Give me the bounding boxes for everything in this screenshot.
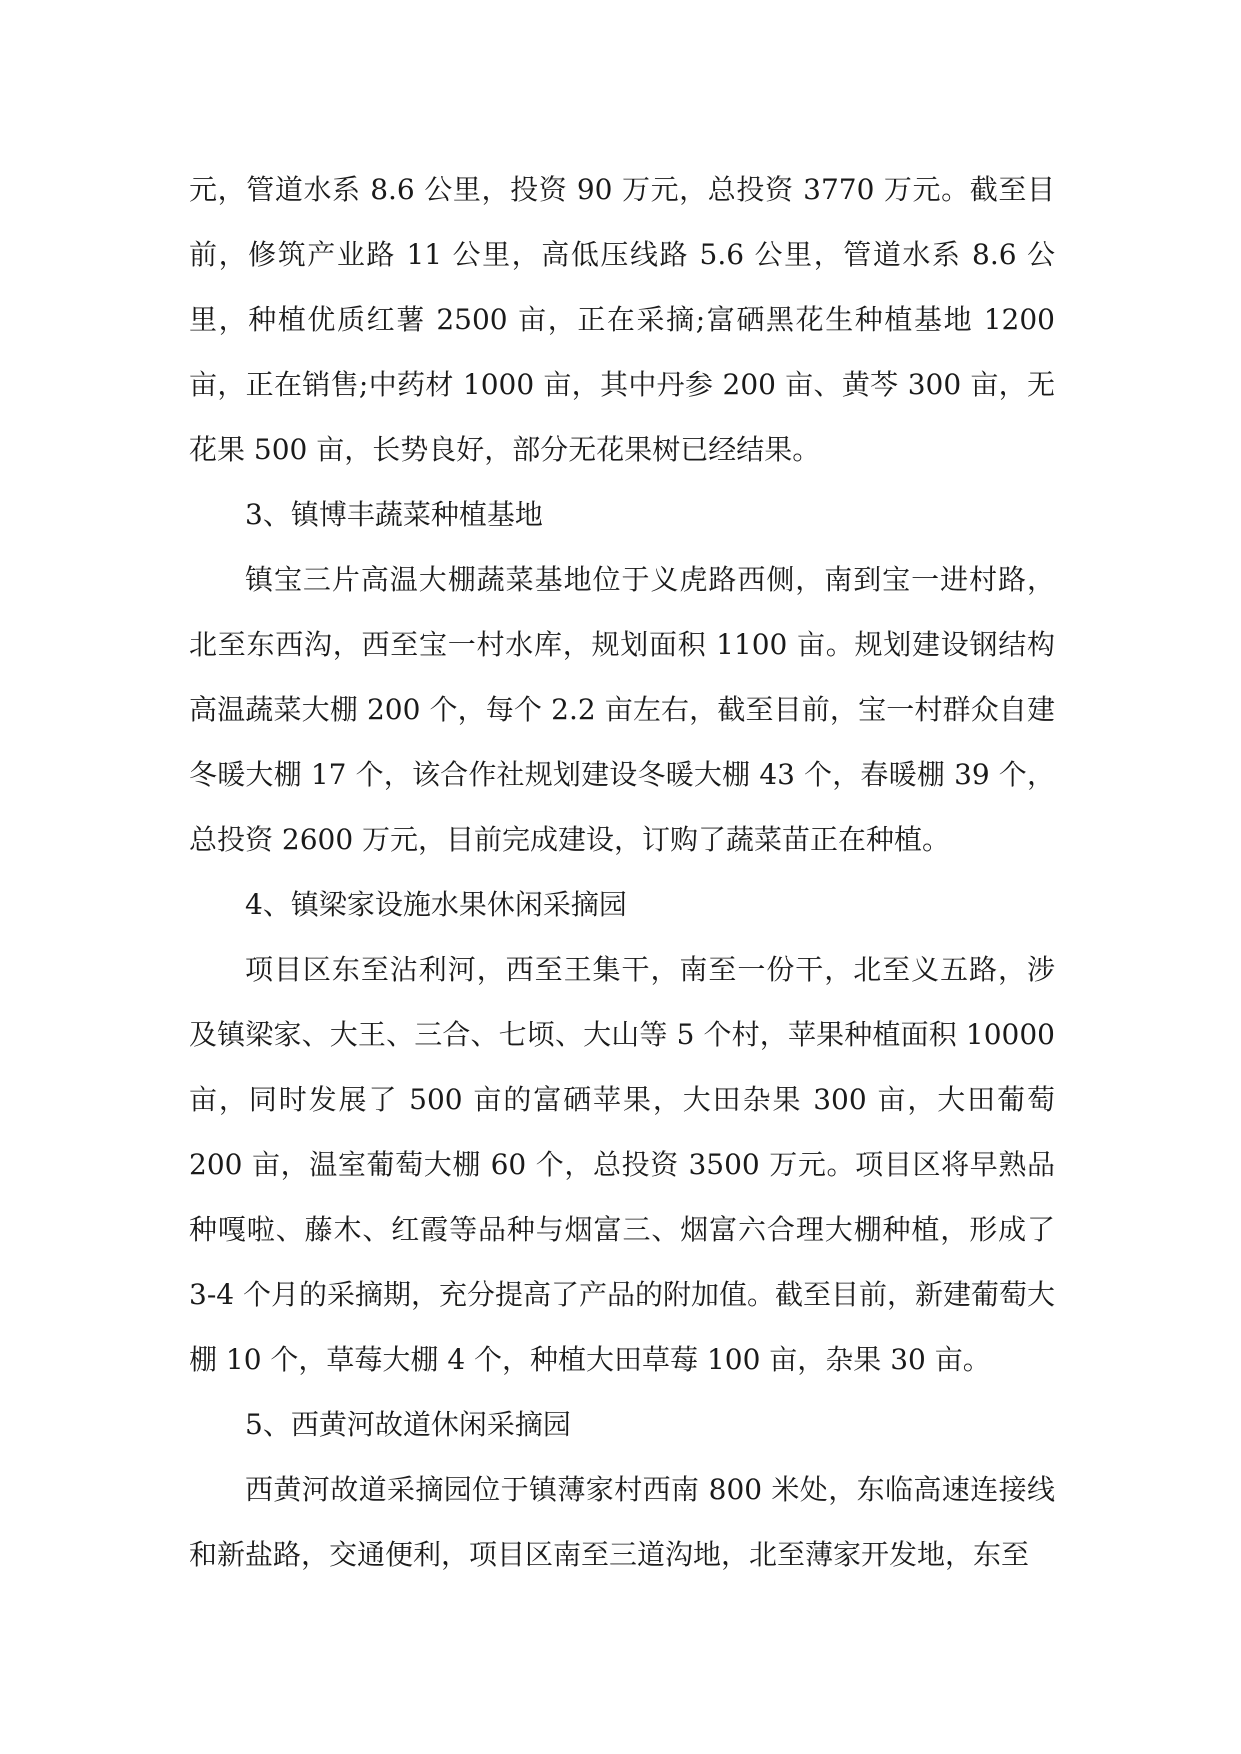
section-heading-4: 4、镇梁家设施水果休闲采摘园 [245, 888, 627, 921]
document-body [189, 157, 1055, 1587]
paragraph-continued: 元，管道水系 8.6 公里，投资 90 万元，总投资 3770 万元。截至目前，修筑产业路 11 公里，高低压线路 5.6 公里，管道水系 8.6 公里，种植优质红薯 2500 亩，正在采摘;富硒黑花生种植基地 1200 亩，正在销售;中药材 1000 亩，其中丹参 200 亩、黄芩 300 亩，无花果 500 亩，长势良好，部分无花果树已经结果。 [189, 173, 1055, 466]
paragraph-section-3: 镇宝三片高温大棚蔬菜基地位于义虎路西侧，南到宝一进村路，北至东西沟，西至宝一村水库，规划面积 1100 亩。规划建设钢结构高温蔬菜大棚 200 个，每个 2.2 亩左右，截至目前，宝一村群众自建冬暖大棚 17 个，该合作社规划建设冬暖大棚 43 个，春暖棚 39 个，总投资 2600 万元，目前完成建设，订购了蔬菜苗正在种植。 [189, 563, 1055, 856]
section-heading-3: 3、镇博丰蔬菜种植基地 [245, 498, 543, 531]
paragraph-section-4: 项目区东至沾利河，西至王集干，南至一份干，北至义五路，涉及镇梁家、大王、三合、七顷、大山等 5 个村，苹果种植面积 10000 亩，同时发展了 500 亩的富硒苹果，大田杂果 300 亩，大田葡萄 200 亩，温室葡萄大棚 60 个，总投资 3500 万元。项目区将早熟品种嘎啦、藤木、红霞等品种与烟富三、烟富六合理大棚种植，形成了 3-4 个月的采摘期，充分提高了产品的附加值。截至目前，新建葡萄大棚 10 个，草莓大棚 4 个，种植大田草莓 100 亩，杂果 30 亩。 [189, 953, 1055, 1376]
section-heading-5: 5、西黄河故道休闲采摘园 [245, 1408, 571, 1441]
paragraph-section-5: 西黄河故道采摘园位于镇薄家村西南 800 米处，东临高速连接线和新盐路，交通便利，项目区南至三道沟地，北至薄家开发地，东至 [189, 1473, 1055, 1571]
